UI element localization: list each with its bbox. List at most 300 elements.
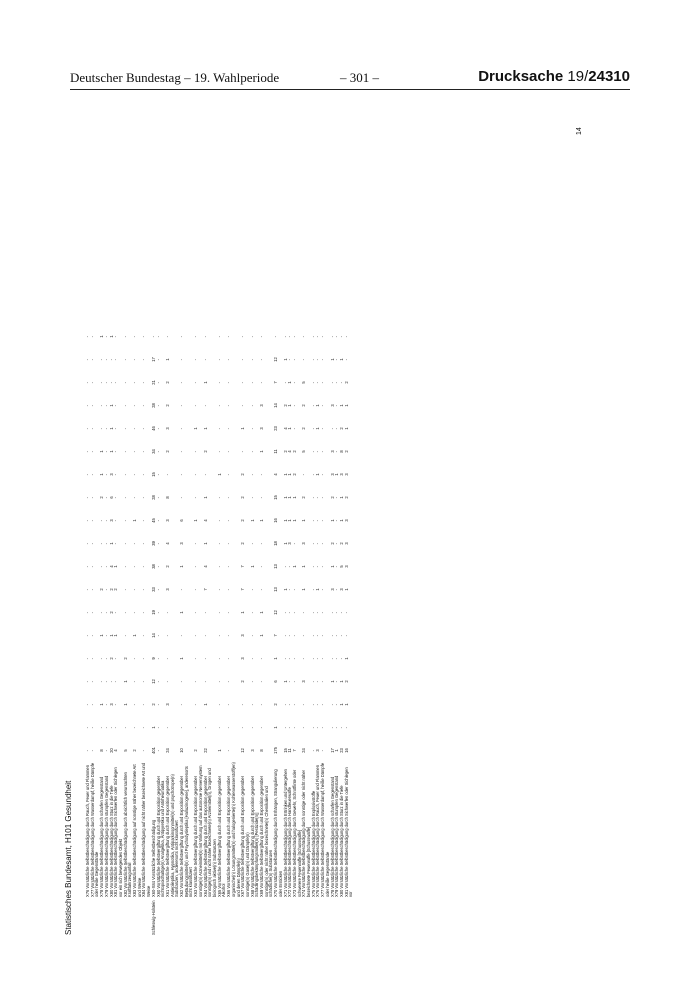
region-cell (218, 897, 227, 935)
value-cell: - (216, 611, 222, 614)
cause-label: X77 Vorsätzliche Selbstbeschädigung durch Wasserdampf, heiße Dämpfe oder heiße Gegenstände (89, 762, 100, 897)
value-cell: - (193, 680, 199, 683)
value-cell: 10 (179, 748, 185, 753)
value-cell: 2 (282, 404, 288, 407)
value-cell: - (164, 726, 170, 729)
value-cell: - (141, 404, 147, 407)
value-cell: 1 (338, 496, 344, 499)
value-cell: 2 (113, 588, 119, 591)
value-cell: - (226, 496, 232, 499)
value-cell: 3 (343, 565, 349, 568)
value-cell: - (103, 611, 109, 614)
value-cell: - (193, 703, 199, 706)
value-cell: 1 (287, 404, 293, 407)
value-cell: - (338, 726, 344, 729)
value-cell: 2 (282, 450, 288, 453)
value-cell: 1 (287, 473, 293, 476)
value-cell: - (334, 565, 340, 568)
value-cell: 1 (113, 565, 119, 568)
value-cell: - (310, 703, 316, 706)
value-cell: - (155, 565, 161, 568)
value-cell: 2 (240, 542, 246, 545)
region-cell (241, 897, 250, 935)
value-cell: 1 (315, 473, 321, 476)
value-cell: 2 (193, 749, 199, 752)
value-cell: 1 (301, 519, 307, 522)
value-cell: - (85, 542, 90, 545)
value-cell: 8 (164, 496, 170, 499)
value-cell: - (103, 519, 109, 522)
value-cell: 3 (259, 404, 265, 407)
value-cell: - (122, 404, 128, 407)
value-cell: 1 (343, 404, 349, 407)
value-cell: - (249, 726, 255, 729)
value-cell: - (301, 634, 307, 637)
value-cell: 4 (108, 565, 114, 568)
value-cell: 8 (99, 749, 105, 752)
value-cell: - (89, 335, 95, 338)
value-cell: - (320, 680, 326, 683)
value-cell: 3 (329, 588, 335, 591)
cause-label: X80 Vorsätzliche Selbstbeschädigung durch Sturz in die Tiefe (108, 785, 114, 897)
value-cell: 2 (301, 427, 307, 430)
value-cell: 18 (273, 541, 279, 546)
value-cell: - (179, 404, 185, 407)
value-cell: - (310, 335, 316, 338)
value-cell: 3 (315, 749, 321, 752)
value-cell: 2 (291, 450, 297, 453)
cause-label: X76 Vorsätzliche Selbstbeschädigung durch Rauch, Feuer und Flammen (315, 765, 321, 897)
region-cell (227, 897, 241, 935)
value-cell: - (99, 726, 105, 729)
rotated-table-page (64, 115, 599, 935)
value-cell: - (155, 473, 161, 476)
value-cell: - (315, 450, 321, 453)
value-cell: - (226, 680, 232, 683)
value-cell: - (122, 634, 128, 637)
value-cell: 7 (240, 565, 246, 568)
value-cell: 28 (150, 403, 156, 408)
value-cell: - (329, 703, 335, 706)
value-cell: 17 (329, 748, 335, 753)
value-cell: - (329, 427, 335, 430)
value-cell: 4 (273, 473, 279, 476)
cause-label: X74 Vorsätzliche Selbstbeschädigung durch sonstige oder nicht näher bezeichnete Feuerwaffe [Schusswaffe] (301, 770, 312, 897)
table-row (180, 325, 194, 935)
value-cell: - (141, 749, 147, 752)
value-cell: - (122, 611, 128, 614)
value-cell: 1 (343, 657, 349, 660)
value-cell: - (310, 657, 316, 660)
value-cell: 33 (150, 587, 156, 592)
value-cell: - (240, 703, 246, 706)
value-cell: - (249, 473, 255, 476)
value-cell: - (132, 473, 138, 476)
value-cell: - (249, 358, 255, 361)
value-cell: - (315, 680, 321, 683)
value-cell: - (193, 611, 199, 614)
value-cell: 1 (259, 450, 265, 453)
value-cell: - (320, 473, 326, 476)
value-cell: 4 (282, 427, 288, 430)
value-cell: - (310, 749, 316, 752)
value-cell: - (132, 542, 138, 545)
value-cell: - (179, 726, 185, 729)
value-cell: 1 (179, 657, 185, 660)
value-cell: - (334, 542, 340, 545)
value-cell: 1 (334, 473, 340, 476)
value-cell: - (202, 680, 208, 683)
value-cell: 2 (202, 450, 208, 453)
value-cell: 5 (338, 565, 344, 568)
value-cell: 2 (240, 519, 246, 522)
value-cell: - (216, 588, 222, 591)
value-cell: 2 (273, 703, 279, 706)
value-cell: 1 (179, 611, 185, 614)
value-cell: 45 (150, 518, 156, 523)
value-cell: - (89, 680, 95, 683)
value-cell: - (85, 358, 90, 361)
value-cell: - (226, 703, 232, 706)
value-cell: - (113, 450, 119, 453)
value-cell: - (240, 404, 246, 407)
region-cell (293, 897, 302, 935)
value-cell: - (320, 542, 326, 545)
value-cell: - (113, 519, 119, 522)
value-cell: - (103, 381, 109, 384)
value-cell: - (103, 358, 109, 361)
statistics-table (86, 325, 354, 935)
value-cell: 1 (273, 726, 279, 729)
value-cell: - (122, 427, 128, 430)
value-cell: - (226, 611, 232, 614)
value-cell: - (343, 634, 349, 637)
value-cell: 1 (338, 703, 344, 706)
value-cell: - (132, 358, 138, 361)
value-cell: - (141, 565, 147, 568)
value-cell: - (122, 450, 128, 453)
value-cell: - (132, 496, 138, 499)
value-cell: - (310, 404, 316, 407)
value-cell: - (155, 542, 161, 545)
value-cell: 1 (291, 496, 297, 499)
value-cell: - (249, 703, 255, 706)
value-cell: - (132, 404, 138, 407)
value-cell: - (132, 335, 138, 338)
value-cell: - (85, 634, 90, 637)
value-cell: - (315, 726, 321, 729)
value-cell: 2 (108, 657, 114, 660)
header-doc-number-prefix: 19/ (563, 68, 589, 85)
value-cell: 2 (329, 496, 335, 499)
value-cell: - (226, 381, 232, 384)
value-cell: 2 (329, 542, 335, 545)
value-cell: 2 (122, 657, 128, 660)
value-cell: - (315, 565, 321, 568)
value-cell: - (89, 749, 95, 752)
value-cell: 1 (343, 703, 349, 706)
value-cell: 23 (338, 748, 344, 753)
value-cell: - (226, 588, 232, 591)
value-cell: - (226, 450, 232, 453)
value-cell: 12 (273, 357, 279, 362)
value-cell: - (291, 381, 297, 384)
value-cell: - (141, 680, 147, 683)
value-cell: - (329, 381, 335, 384)
value-cell: - (216, 381, 222, 384)
table-row (227, 325, 241, 935)
value-cell: - (103, 703, 109, 706)
header-document-number (478, 68, 630, 85)
value-cell: - (202, 634, 208, 637)
value-cell: - (141, 703, 147, 706)
value-cell: - (216, 496, 222, 499)
value-cell: - (89, 703, 95, 706)
table-row (204, 325, 218, 935)
value-cell: - (85, 496, 90, 499)
cause-label: X80 Vorsätzliche Selbstbeschädigung durch Sturz in die Tiefe (338, 785, 344, 897)
cause-label: X78 Vorsätzliche Selbstbeschädigung durch scharfen Gegenstand (99, 776, 105, 897)
value-cell: 1 (249, 519, 255, 522)
value-cell: - (103, 496, 109, 499)
value-cell: - (85, 703, 90, 706)
value-cell: - (338, 611, 344, 614)
value-cell: 2 (150, 703, 156, 706)
cause-label: X72 Vorsätzliche Selbstbeschädigung durch Handfeuerwaffe (287, 787, 293, 897)
cause-label: X71 Vorsätzliche Selbstbeschädigung durch Ertrinken und Untergehen (282, 769, 288, 897)
value-cell: - (164, 680, 170, 683)
region-cell (180, 897, 194, 935)
value-cell: - (249, 427, 255, 430)
value-cell: - (334, 381, 340, 384)
value-cell: - (103, 473, 109, 476)
value-cell: - (85, 680, 90, 683)
value-cell: - (216, 542, 222, 545)
value-cell: 1 (282, 680, 288, 683)
value-cell: - (99, 519, 105, 522)
value-cell: - (179, 703, 185, 706)
cause-label: X69 Vorsätzliche Selbstvergiftung durch und Exposition gegenüber sonstige(n) oder nicht näher bezeichnete(n) Chemikalien und schädliche(n) Substanzen (259, 775, 274, 897)
value-cell: 3 (329, 404, 335, 407)
value-cell: - (343, 335, 349, 338)
value-cell: 2 (108, 588, 114, 591)
region-cell (194, 897, 203, 935)
value-cell: 1 (301, 565, 307, 568)
value-cell: - (301, 335, 307, 338)
value-cell: 4 (164, 542, 170, 545)
value-cell: - (132, 726, 138, 729)
value-cell: 1 (291, 565, 297, 568)
value-cell: 1 (329, 519, 335, 522)
value-cell: - (141, 358, 147, 361)
value-cell: - (291, 404, 297, 407)
value-cell: - (240, 335, 246, 338)
value-cell: - (108, 381, 114, 384)
value-cell: - (179, 427, 185, 430)
value-cell: 1 (259, 519, 265, 522)
value-cell: - (113, 381, 119, 384)
value-cell: - (334, 680, 340, 683)
value-cell: - (193, 358, 199, 361)
value-cell: 1 (99, 473, 105, 476)
value-cell: - (334, 657, 340, 660)
value-cell: - (282, 565, 288, 568)
value-cell: 2 (164, 450, 170, 453)
value-cell: 1 (329, 358, 335, 361)
region-cell (91, 897, 100, 935)
value-cell: - (193, 634, 199, 637)
source-note: Statistisches Bundesamt, H101 Gesundheit (64, 780, 73, 935)
value-cell: 2 (291, 473, 297, 476)
value-cell: - (287, 634, 293, 637)
value-cell: 1 (249, 565, 255, 568)
value-cell: 1 (108, 542, 114, 545)
value-cell: - (259, 657, 265, 660)
value-cell: 1 (287, 496, 293, 499)
value-cell: - (287, 680, 293, 683)
value-cell: - (226, 519, 232, 522)
value-cell: - (216, 634, 222, 637)
value-cell: 17 (150, 357, 156, 362)
value-cell: - (315, 703, 321, 706)
value-cell: - (310, 588, 316, 591)
value-cell: - (291, 542, 297, 545)
value-cell: - (226, 565, 232, 568)
cause-label: X70 Vorsätzliche Selbstbeschädigung durch Erhängen, Strangulierung oder Ersticken (273, 769, 283, 897)
value-cell: - (291, 427, 297, 430)
value-cell: 16 (343, 748, 349, 753)
value-cell: - (334, 450, 340, 453)
value-cell: - (122, 381, 128, 384)
value-cell: - (113, 703, 119, 706)
value-cell: - (89, 657, 95, 660)
value-cell: 1 (259, 611, 265, 614)
value-cell: 7 (273, 381, 279, 384)
value-cell: 1 (282, 496, 288, 499)
value-cell: - (122, 358, 128, 361)
region-cell (302, 897, 311, 935)
value-cell: 1 (122, 680, 128, 683)
value-cell: 1 (202, 427, 208, 430)
value-cell: - (259, 565, 265, 568)
value-cell: - (85, 381, 90, 384)
value-cell: 1 (193, 519, 199, 522)
value-cell: - (89, 519, 95, 522)
value-cell: - (282, 381, 288, 384)
value-cell: - (226, 404, 232, 407)
value-cell: 2 (343, 680, 349, 683)
value-cell: - (113, 726, 119, 729)
value-cell: - (291, 358, 297, 361)
value-cell: - (334, 634, 340, 637)
value-cell: - (320, 519, 326, 522)
value-cell: - (216, 703, 222, 706)
value-cell: - (99, 427, 105, 430)
value-cell: 13 (273, 564, 279, 569)
value-cell: - (301, 473, 307, 476)
value-cell: - (85, 611, 90, 614)
value-cell: - (141, 657, 147, 660)
value-cell: - (291, 657, 297, 660)
value-cell: - (132, 588, 138, 591)
value-cell: - (155, 680, 161, 683)
value-cell: - (320, 611, 326, 614)
value-cell: - (193, 404, 199, 407)
value-cell: - (310, 381, 316, 384)
value-cell: 2 (343, 450, 349, 453)
value-cell: - (216, 657, 222, 660)
value-cell: - (301, 703, 307, 706)
value-cell: - (103, 542, 109, 545)
value-cell: - (310, 680, 316, 683)
value-cell: - (202, 473, 208, 476)
value-cell: 1 (108, 404, 114, 407)
value-cell: - (282, 634, 288, 637)
value-cell: - (315, 611, 321, 614)
value-cell: - (103, 749, 109, 752)
value-cell: - (249, 335, 255, 338)
value-cell: 1 (108, 634, 114, 637)
value-cell: 1 (216, 749, 222, 752)
value-cell: - (320, 588, 326, 591)
value-cell: - (249, 588, 255, 591)
value-cell: - (89, 588, 95, 591)
value-cell: 1 (108, 427, 114, 430)
value-cell: - (315, 519, 321, 522)
value-cell: 2 (338, 542, 344, 545)
value-cell: - (287, 657, 293, 660)
value-cell: 6 (179, 519, 185, 522)
value-cell: 1 (287, 381, 293, 384)
value-cell: 1 (132, 634, 138, 637)
region-cell (345, 897, 354, 935)
value-cell: 2 (164, 404, 170, 407)
value-cell: - (122, 335, 128, 338)
value-cell: - (310, 450, 316, 453)
value-cell: - (249, 404, 255, 407)
value-cell: - (310, 611, 316, 614)
value-cell: - (155, 450, 161, 453)
value-cell: - (193, 588, 199, 591)
value-cell: - (193, 565, 199, 568)
value-cell: - (329, 335, 335, 338)
value-cell: - (103, 335, 109, 338)
value-cell: - (108, 358, 114, 361)
value-cell: - (334, 404, 340, 407)
value-cell: - (99, 565, 105, 568)
value-cell: - (216, 450, 222, 453)
value-cell: - (108, 726, 114, 729)
value-cell: 1 (193, 427, 199, 430)
value-cell: - (108, 680, 114, 683)
value-cell: - (202, 611, 208, 614)
value-cell: - (89, 542, 95, 545)
value-cell: - (85, 473, 90, 476)
value-cell: - (141, 473, 147, 476)
value-cell: - (132, 680, 138, 683)
cause-label: X67 Vorsätzliche Selbstvergiftung durch und Exposition gegenüber sonstige(n) Gase(n) und Dämpfe(n) (240, 775, 250, 897)
value-cell: - (329, 657, 335, 660)
value-cell: 5 (301, 381, 307, 384)
value-cell: - (334, 611, 340, 614)
value-cell: 2 (132, 749, 138, 752)
value-cell: 1 (291, 519, 297, 522)
value-cell: - (282, 726, 288, 729)
value-cell: - (334, 588, 340, 591)
value-cell: - (103, 565, 109, 568)
value-cell: 24 (164, 748, 170, 753)
value-cell: - (291, 611, 297, 614)
